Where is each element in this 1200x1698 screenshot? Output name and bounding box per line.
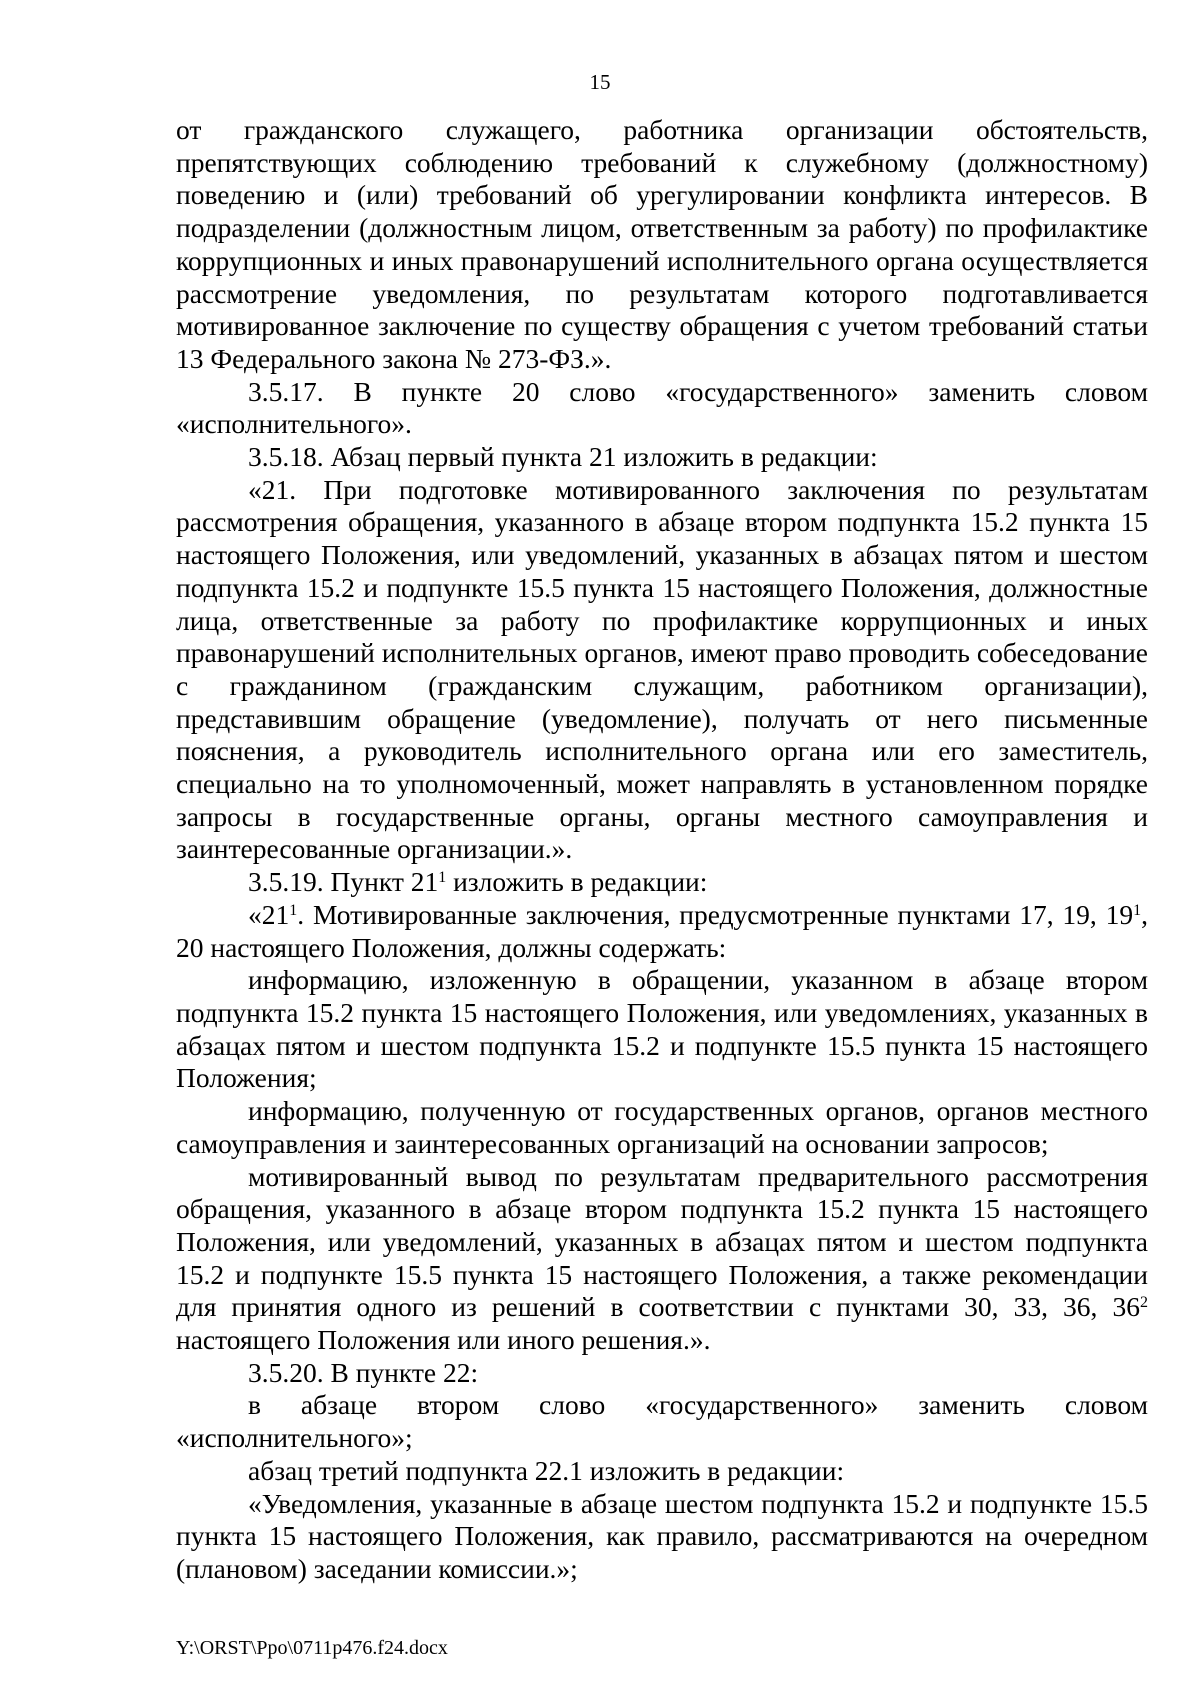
superscript: 1 bbox=[289, 901, 298, 919]
text-run: 3.5.18. Абзац первый пункта 21 изложить в редакции: bbox=[248, 441, 878, 473]
document-body bbox=[176, 114, 1148, 1586]
text-run: . Мотивированные заключения, предусмотренные пунктами 17, 19, 19 bbox=[297, 898, 1134, 930]
text-run: настоящего Положения или иного решения.». bbox=[176, 1324, 711, 1356]
paragraph-13 bbox=[176, 1488, 1148, 1586]
text-run: информацию, полученную от государственных органов, органов местного самоуправления и заинтересованных организаций на основании запросов; bbox=[176, 1095, 1148, 1159]
text-run: изложить в редакции: bbox=[446, 866, 708, 898]
paragraph-3 bbox=[176, 441, 1148, 474]
text-run: «21. При подготовке мотивированного заключения по результатам рассмотрения обращения, указанного в абзаце втором подпункта 15.2 пункта 15 настоящего Положения, или уведомлений, указанных в абзацах пятом и шестом подпункта 15.2 и подпункте 15.5 пункта 15 настоящего Положения, должностные лица, ответственные за работу по профилактике коррупционных и иных правонарушений исполнительных органов, имеют право проводить собеседование с гражданином (гражданским служащим, работником организации), представившим обращение (уведомление), получать от него письменные пояснения, а руководитель исполнительного органа или его заместитель, специально на то уполномоченный, может направлять в установленном порядке запросы в государственные органы, органы местного самоуправления и заинтересованные организации.». bbox=[176, 473, 1148, 865]
footer-file-path: Y:\ORST\Ppo\0711p476.f24.docx bbox=[176, 1637, 448, 1659]
text-run: абзац третий подпункта 22.1 изложить в редакции: bbox=[248, 1454, 845, 1486]
text-run: информацию, изложенную в обращении, указанном в абзаце втором подпункта 15.2 пункта 15 настоящего Положения, или уведомлениях, указанных в абзацах пятом и шестом подпункта 15.2 и подпункте 15.5 пункта 15 настоящего Положения; bbox=[176, 964, 1148, 1094]
text-run: от гражданского служащего, работника организации обстоятельств, препятствующих соблюдению требований к служебному (должностному) поведению и (или) требований об урегулировании конфликта интересов. В подразделении (должностным лицом, ответственным за работу) по профилактике коррупционных и иных правонарушений исполнительного органа осуществляется рассмотрение уведомления, по результатам которого подготавливается мотивированное заключение по существу обращения с учетом требований статьи 13 Федерального закона № 273-ФЗ.». bbox=[176, 114, 1148, 374]
paragraph-9 bbox=[176, 1161, 1148, 1357]
text-run: мотивированный вывод по результатам предварительного рассмотрения обращения, указанного в абзаце втором подпункта 15.2 пункта 15 настоящего Положения, или уведомлений, указанных в абзацах пятом и шестом подпункта 15.2 и подпункте 15.5 пункта 15 настоящего Положения, а также рекомендации для принятия одного из решений в соответствии с пунктами 30, 33, 36, 36 bbox=[176, 1160, 1148, 1323]
paragraph-4 bbox=[176, 474, 1148, 866]
paragraph-8 bbox=[176, 1095, 1148, 1160]
page-number: 15 bbox=[589, 70, 611, 94]
text-run: 3.5.19. Пункт 21 bbox=[248, 866, 439, 898]
text-run: «Уведомления, указанные в абзаце шестом подпункта 15.2 и подпункте 15.5 пункта 15 настоящего Положения, как правило, рассматриваются на очередном (плановом) заседании комиссии.»; bbox=[176, 1487, 1148, 1584]
paragraph-5 bbox=[176, 866, 1148, 899]
paragraph-1 bbox=[176, 114, 1148, 376]
paragraph-6 bbox=[176, 899, 1148, 964]
text-run: , 20 настоящего Положения, должны содержать: bbox=[176, 898, 1148, 963]
text-run: 3.5.20. В пункте 22: bbox=[248, 1356, 479, 1388]
superscript: 1 bbox=[1133, 901, 1142, 919]
paragraph-2 bbox=[176, 376, 1148, 441]
text-run: «21 bbox=[248, 898, 290, 930]
superscript: 1 bbox=[438, 869, 447, 887]
paragraph-10 bbox=[176, 1357, 1148, 1390]
paragraph-11 bbox=[176, 1389, 1148, 1454]
paragraph-7 bbox=[176, 964, 1148, 1095]
paragraph-12 bbox=[176, 1455, 1148, 1488]
text-run: 3.5.17. В пункте 20 слово «государственного» заменить словом «исполнительного». bbox=[176, 375, 1148, 440]
superscript: 2 bbox=[1140, 1294, 1148, 1312]
text-run: в абзаце втором слово «государственного» заменить словом «исполнительного»; bbox=[176, 1389, 1148, 1454]
